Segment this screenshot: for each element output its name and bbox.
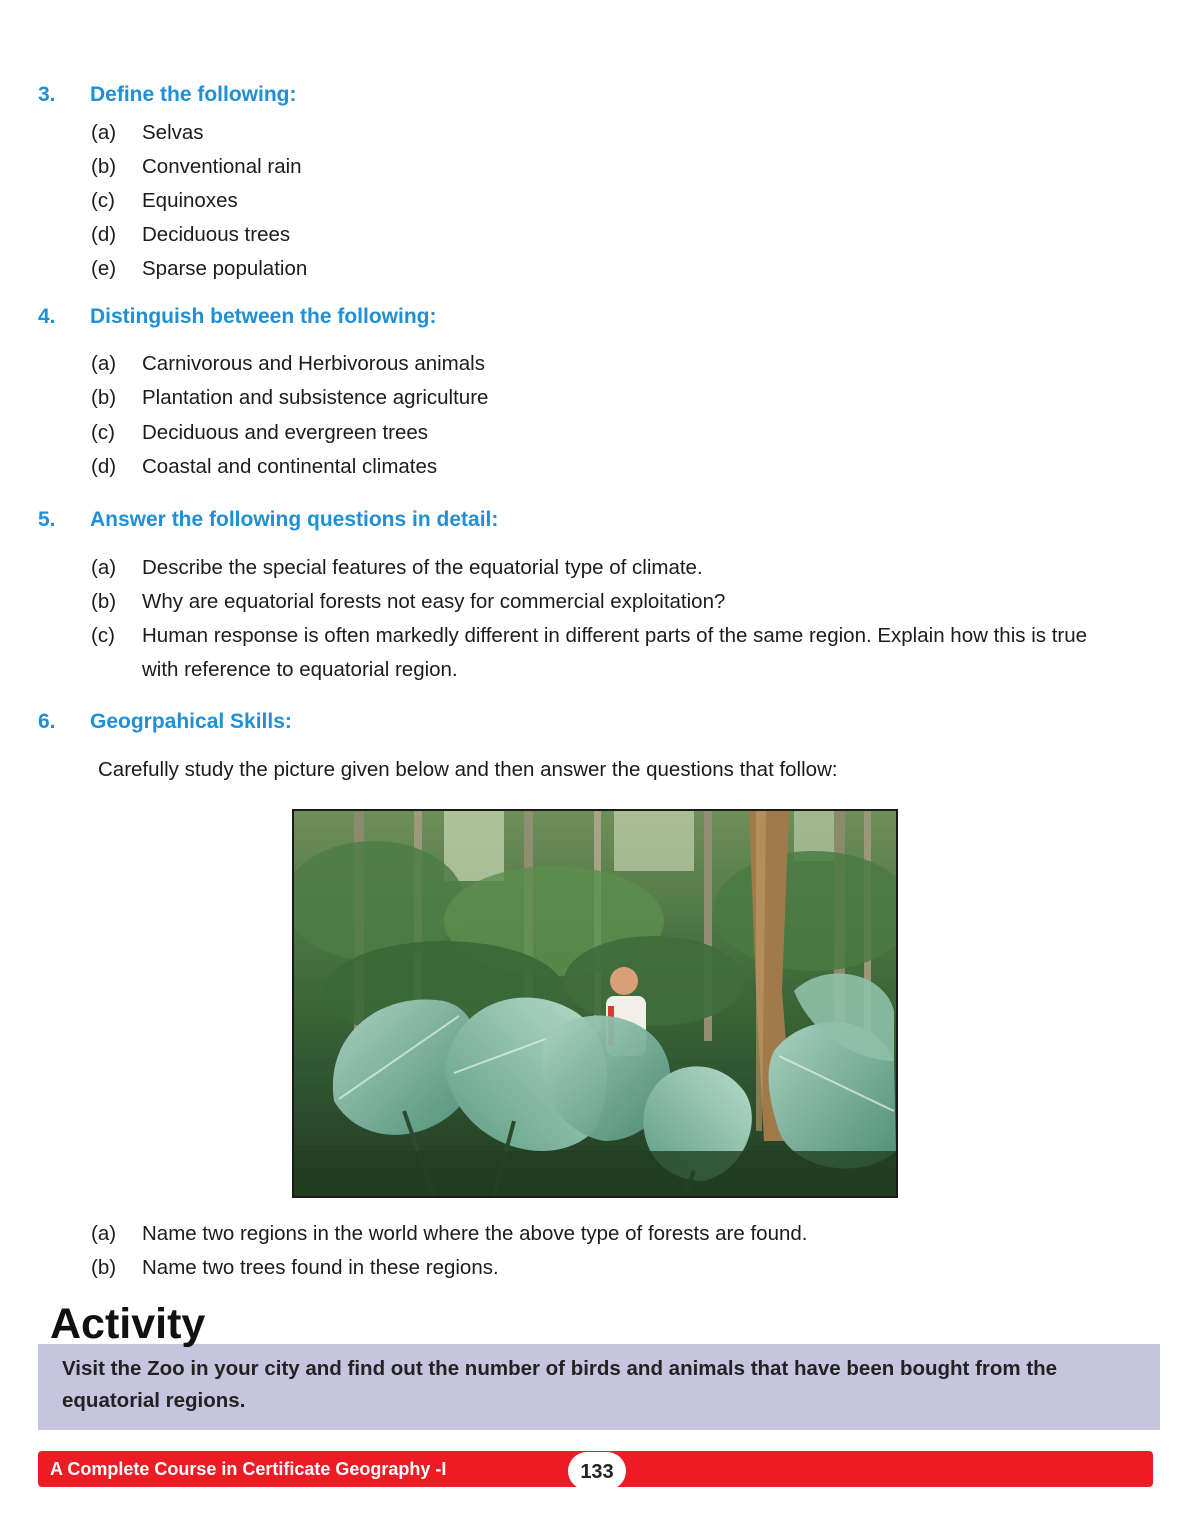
page-number: 133 <box>568 1452 626 1490</box>
list-item: (a) Selvas <box>91 121 204 144</box>
q3-title: Define the following: <box>90 83 297 106</box>
list-item: (d) Deciduous trees <box>91 223 291 246</box>
q5-number: 5. <box>38 508 56 531</box>
activity-box <box>38 1344 1160 1430</box>
rainforest-illustration <box>294 811 896 1196</box>
list-item: (b) Conventional rain <box>91 155 302 178</box>
list-item: (a) Carnivorous and Herbivorous animals <box>91 352 485 375</box>
list-item: (a) Name two regions in the world where the above type of forests are found. <box>91 1222 808 1245</box>
q4-heading <box>38 305 437 329</box>
q6-instruction: Carefully study the picture given below and then answer the questions that follow: <box>98 758 838 781</box>
list-item: (d) Coastal and continental climates <box>91 455 438 478</box>
list-item: (b) Plantation and subsistence agriculture <box>91 386 489 409</box>
list-item: (e) Sparse population <box>91 257 308 280</box>
q6-heading <box>38 710 292 734</box>
activity-text: Visit the Zoo in your city and find out the number of birds and animals that have been bought from the equatorial regions. <box>62 1357 1058 1412</box>
q6-number: 6. <box>38 710 56 733</box>
activity-title: Activity <box>50 1300 206 1348</box>
q5-title: Answer the following questions in detail: <box>90 508 499 531</box>
list-item: (b) Why are equatorial forests not easy for commercial exploitation? <box>91 590 726 613</box>
list-item: (c) Equinoxes <box>91 189 238 212</box>
footer-book-title: A Complete Course in Certificate Geography -I <box>50 1459 447 1479</box>
rainforest-photo <box>292 809 898 1198</box>
list-item: (b) Name two trees found in these regions. <box>91 1256 499 1279</box>
q3-number: 3. <box>38 83 56 106</box>
list-item: (c) Deciduous and evergreen trees <box>91 421 429 444</box>
q5-heading <box>38 508 498 532</box>
q3-heading <box>38 83 296 107</box>
q4-title: Distinguish between the following: <box>90 305 437 328</box>
q6-title: Geogrpahical Skills: <box>90 710 292 733</box>
list-item: (a) Describe the special features of the equatorial type of climate. <box>91 556 703 579</box>
list-item: (c) Human response is often markedly different in different parts of the same region. Explain how this is true with reference to equatorial region. <box>91 624 1088 681</box>
q4-number: 4. <box>38 305 56 328</box>
